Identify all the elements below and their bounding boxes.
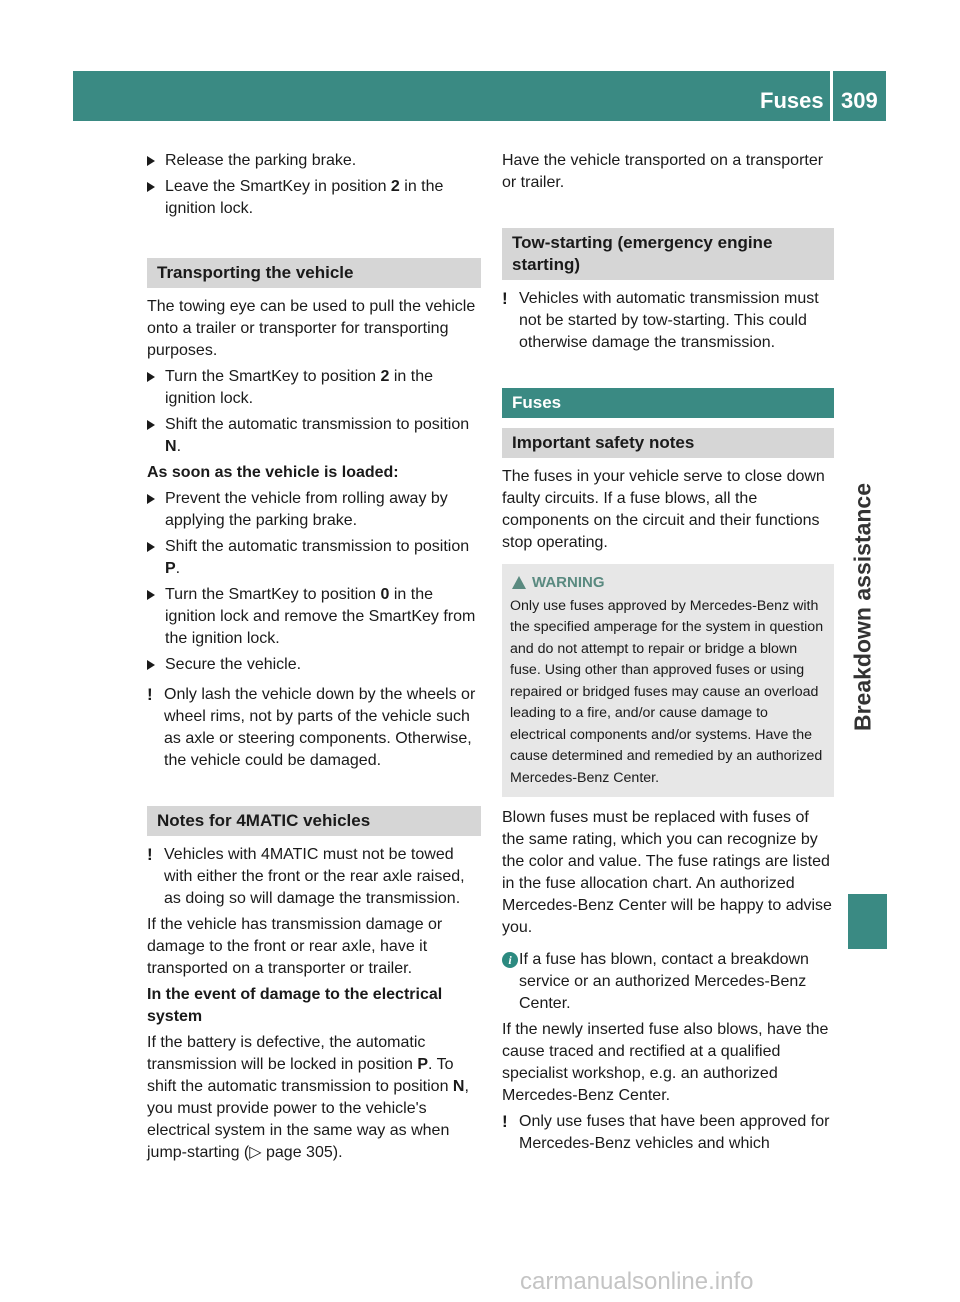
step-arrow-icon (147, 590, 155, 600)
info-icon: i (502, 952, 518, 968)
step-arrow-icon (147, 420, 155, 430)
subheading: In the event of damage to the electrical system (147, 986, 443, 1025)
caution-icon: ! (502, 1112, 508, 1131)
step-arrow-icon (147, 660, 155, 670)
step: Turn the SmartKey to position 2 in the ignition lock. (147, 366, 481, 410)
step: Shift the automatic transmission to position P. (147, 536, 481, 580)
caution-note: ! Only lash the vehicle down by the wheels or wheel rims, not by parts of the vehicle such as axle or steering components. Otherwise, the vehicle could be damaged. (147, 685, 476, 769)
page-number: 309 (841, 88, 878, 113)
step: Release the parking brake. (147, 150, 481, 172)
step: Shift the automatic transmission to position N. (147, 414, 481, 458)
warning-triangle-icon (512, 576, 526, 589)
step: Prevent the vehicle from rolling away by applying the parking brake. (147, 488, 481, 532)
watermark: carmanualsonline.info (520, 1268, 754, 1295)
chapter-marker (848, 894, 887, 949)
paragraph: If the vehicle has transmission damage or damage to the front or rear axle, have it transported on a transporter or trailer. (147, 916, 443, 977)
chapter-tab (848, 442, 878, 772)
section-heading: Tow-starting (emergency engine starting) (502, 228, 834, 280)
step-arrow-icon (147, 372, 155, 382)
paragraph: The fuses in your vehicle serve to close down faulty circuits. If a fuse blows, all the components on the circuit and their functions stop operating. (502, 468, 825, 551)
warning-box (502, 564, 834, 797)
paragraph: Blown fuses must be replaced with fuses of the same rating, which you can recognize by the color and value. The fuse ratings are listed in the fuse allocation chart. An authorized Mercedes-Benz Center will be happy to advise you. (502, 809, 832, 936)
paragraph: The towing eye can be used to pull the vehicle onto a trailer or transporter for transporting purposes. (147, 298, 476, 359)
step-arrow-icon (147, 182, 155, 192)
info-note: i If a fuse has blown, contact a breakdown service or an authorized Mercedes-Benz Center. (502, 949, 834, 1015)
warning-text: Only use fuses approved by Mercedes-Benz with the specified amperage for the system in question and do not attempt to repair or bridge a blown fuse. Using other than approved fuses or using repaired or bridged fuses may cause an overload leading to a fire, and/or cause damage to electrical components and/or systems. Have the cause determined and remedied by an authorized Mercedes-Benz Center. (510, 597, 824, 786)
section-heading: Important safety notes (502, 428, 834, 458)
section-heading: Transporting the vehicle (147, 258, 481, 288)
step: Turn the SmartKey to position 0 in the ignition lock and remove the SmartKey from the ignition lock. (147, 584, 481, 650)
header-divider (830, 71, 833, 121)
paragraph: If the battery is defective, the automatic transmission will be locked in position P. To shift the automatic transmission to position N, you must provide power to the vehicle's electrical system in the same way as when jump-starting (▷ page 305). (147, 1034, 469, 1161)
chapter-title: Breakdown assistance (849, 482, 876, 732)
step-arrow-icon (147, 542, 155, 552)
step: Leave the SmartKey in position 2 in the ignition lock. (147, 176, 481, 220)
right-column (502, 150, 834, 1155)
section-heading: Notes for 4MATIC vehicles (147, 806, 481, 836)
left-column (147, 150, 481, 1164)
step-arrow-icon (147, 156, 155, 166)
caution-note: ! Vehicles with automatic transmission must not be started by tow-starting. This could otherwise damage the transmission. (502, 289, 819, 351)
caution-note: ! Only use fuses that have been approved for Mercedes-Benz vehicles and which (502, 1112, 830, 1152)
step: Secure the vehicle. (147, 654, 481, 676)
caution-icon: ! (502, 289, 508, 308)
warning-header: WARNING (512, 572, 826, 594)
caution-note: ! Vehicles with 4MATIC must not be towed with either the front or the rear axle raised, as doing so will damage the transmission. (147, 845, 465, 907)
section-heading-primary: Fuses (502, 388, 834, 418)
step-arrow-icon (147, 494, 155, 504)
subheading: As soon as the vehicle is loaded: (147, 464, 399, 481)
caution-icon: ! (147, 685, 153, 704)
caution-icon: ! (147, 845, 153, 864)
section-title: Fuses (760, 88, 824, 113)
paragraph: If the newly inserted fuse also blows, have the cause traced and rectified at a qualified specialist workshop, e.g. an authorized Mercedes-Benz Center. (502, 1021, 829, 1104)
paragraph: Have the vehicle transported on a transporter or trailer. (502, 152, 824, 191)
